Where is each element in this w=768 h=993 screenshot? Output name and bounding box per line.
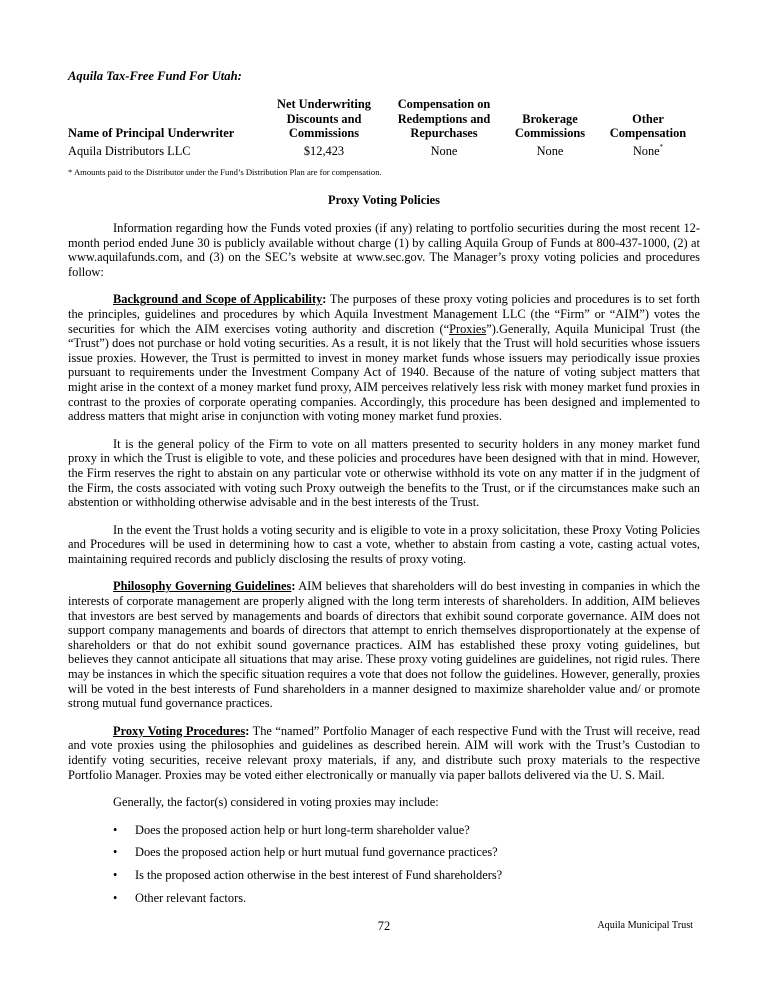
event-paragraph: In the event the Trust holds a voting security and is eligible to vote in a proxy solicitation, these Proxy Voting Policies and Procedures will be used in determining how to cast a vote, whether to abstain from casting a vote, casting actual votes, maintaining required records and publicly disclosing the results of proxy voting.	[68, 522, 700, 566]
cell-brokerage: None	[536, 143, 564, 158]
procedures-paragraph: Proxy Voting Procedures: The “named” Portfolio Manager of each respective Fund with the Trust will receive, read and vote proxies using the philosophies and guidelines as described herein. AIM will work with the Trust’s Custodian to identify voting securities, receive relevant proxy materials, if any, and distribute such proxy materials to the respective Portfolio Manager. Proxies may be voted either electronically or manually via paper ballots delivered via the U. S. Mail.	[68, 723, 700, 782]
underwriter-table	[68, 97, 700, 158]
fund-title: Aquila Tax-Free Fund For Utah:	[68, 69, 242, 83]
header-comp-line-3: Repurchases	[410, 126, 478, 141]
header-net-line-2: Discounts and	[286, 111, 362, 126]
philosophy-paragraph: Philosophy Governing Guidelines: AIM believes that shareholders will do best investing in companies in which the interests of corporate management are properly aligned with the long term interests of shareholders. In addition, AIM believes that investors are best served by managements and boards of directors that exhibit sound corporate governance. AIM does not support company managements and boards of directors that attempt to enrich themselves disproportionately at the expense of shareholders or that do not exhibit sound governance practices. AIM has established these proxy voting guidelines, but believes they cannot anticipate all situations that may arise. These proxy voting guidelines are guidelines, not rigid rules. There may be instances in which the specific situation requires a vote that does not follow the guidelines. However, generally, proxies will be voted in the best interests of Fund shareholders in a manner designed to maximize shareholder value and/ or promote strong mutual fund governance practices.	[68, 579, 700, 711]
procedures-text: The “named” Portfolio Manager of each respective Fund with the Trust will receive, read and vote proxies using the philosophies and guidelines as described herein. AIM will work with the Trust’s Custodian to identify voting securities, receive relevant proxy materials, if any, and distribute such proxy materials to the respective Portfolio Manager. Proxies may be voted either electronically or manually via paper ballots delivered via the U. S. Mail.	[68, 723, 700, 782]
footer-trust-name: Aquila Municipal Trust	[597, 920, 693, 931]
bullet-icon: •	[113, 890, 118, 905]
cell-net-underwriting: $12,423	[303, 143, 345, 158]
cell-compensation: None	[430, 143, 458, 158]
body-text	[68, 221, 700, 913]
factor-text: Is the proposed action otherwise in the best interest of Fund shareholders?	[135, 867, 503, 882]
background-title: Background and Scope of Applicability	[113, 292, 323, 307]
background-paragraph: Background and Scope of Applicability: The purposes of these proxy voting policies and procedures is to set forth the principles, guidelines and procedures by which Aquila Investment Management LLC (the “Firm” or “AIM”) votes the securities for which the AIM exercises voting authority and discretion (“Proxies”).Generally, Aquila Municipal Trust (the “Trust”) does not purchase or hold voting securities. As a result, it is not likely that the Trust will hold securities whose issuers issue proxies. However, the Trust is permitted to invest in money market funds whose issuers may periodically issue proxies pursuant to requirements under the Investment Company Act of 1940. Because of the nature of voting subject matters that might arise in the context of a money market fund proxy, AIM perceives relatively less risk with money market fund proxies in contrast to the proxies of corporate operating companies. Accordingly, this procedure has been designed and implemented to address matters that might arise in conjunction with voting money market fund proxies.	[68, 292, 700, 424]
header-name: Name of Principal Underwriter	[68, 126, 235, 141]
factor-text: Other relevant factors.	[135, 890, 247, 905]
list-item	[68, 891, 700, 906]
cell-other	[596, 141, 700, 159]
cell-underwriter-name: Aquila Distributors LLC	[68, 143, 191, 158]
table-header-row	[68, 97, 700, 141]
factors-list	[68, 823, 700, 905]
section-heading: Proxy Voting Policies	[328, 193, 440, 207]
philosophy-title: Philosophy Governing Guidelines	[113, 579, 292, 594]
list-item	[68, 845, 700, 860]
header-brok-line-1: Brokerage	[522, 111, 578, 126]
table-row	[68, 141, 700, 159]
footnote-marker: *	[659, 142, 664, 151]
header-net-line-3: Commissions	[288, 126, 360, 141]
header-brokerage	[504, 97, 596, 141]
proxies-term: Proxies	[449, 321, 487, 336]
header-net-underwriting	[264, 97, 384, 141]
header-comp-line-1: Compensation on	[397, 97, 491, 111]
page-number: 72	[377, 919, 391, 933]
header-other	[596, 97, 700, 141]
bullet-icon: •	[113, 845, 118, 860]
table-footnote: * Amounts paid to the Distributor under the Fund’s Distribution Plan are for compensation.	[68, 167, 382, 177]
header-oth-line-2: Compensation	[609, 126, 687, 141]
background-text-b: ”).Generally, Aquila Municipal Trust (the “Trust”) does not purchase or hold voting securities. As a result, it is not likely that the Trust will hold securities whose issuers issue proxies. However, the Trust is permitted to invest in money market funds whose issuers may periodically issue proxies pursuant to requirements under the Investment Company Act of 1940. Because of the nature of voting subject matters that might arise in the context of a money market fund proxy, AIM perceives relatively less risk with money market fund proxies in contrast to the proxies of corporate operating companies. Accordingly, this procedure has been designed and implemented to address matters that might arise in conjunction with voting money market fund proxies.	[68, 321, 700, 424]
general-policy-paragraph: It is the general policy of the Firm to vote on all matters presented to security holders in any money market fund proxy in which the Trust is eligible to vote, and these policies and procedures have been designed with that in mind. However, the Firm reserves the right to abstain on any particular vote or otherwise withhold its vote on any matter if in the judgment of the Firm, the costs associated with voting such Proxy outweigh the benefits to the Trust, or if the circumstances make such an abstention or withholding otherwise advisable and in the best interests of the Trust.	[68, 436, 700, 510]
header-comp-line-2: Redemptions and	[397, 111, 491, 126]
factors-intro: Generally, the factor(s) considered in voting proxies may include:	[113, 795, 439, 810]
list-item	[68, 868, 700, 883]
header-brok-line-2: Commissions	[514, 126, 586, 141]
header-compensation	[384, 97, 504, 141]
background-text-a: The purposes of these proxy voting policies and procedures is to set forth the principles, guidelines and procedures by which Aquila Investment Management LLC (the “Firm” or “AIM”) votes the securities for which the AIM exercises voting authority and discretion (“	[68, 292, 700, 336]
cell-other-value: None	[632, 143, 660, 158]
factor-text: Does the proposed action help or hurt long-term shareholder value?	[135, 822, 470, 837]
bullet-icon: •	[113, 867, 118, 882]
bullet-icon: •	[113, 822, 118, 837]
philosophy-text: AIM believes that shareholders will do best investing in companies in which the interests of corporate management are properly aligned with the long term interests of shareholders. In addition, AIM believes that investors are best served by managements and boards of directors that exhibit sound corporate governance. AIM does not support company managements and boards of directors that attempt to enrich themselves disproportionately at the expense of shareholders or that do not exhibit sound governance practices. AIM has established these proxy voting guidelines, but believes they cannot anticipate all situations that may arise. These proxy voting guidelines are guidelines, not rigid rules. There may be instances in which the specific situation requires a vote that does not follow the guidelines. However, generally, proxies will be voted in the best interests of Fund shareholders in a manner designed to maximize shareholder value and/ or promote strong mutual fund governance practices.	[68, 579, 700, 711]
factor-text: Does the proposed action help or hurt mutual fund governance practices?	[135, 845, 498, 860]
procedures-title: Proxy Voting Procedures	[113, 723, 246, 738]
intro-paragraph: Information regarding how the Funds voted proxies (if any) relating to portfolio securities during the most recent 12-month period ended June 30 is publicly available without charge (1) by calling Aquila Group of Funds at 800-437-1000, (2) at www.aquilafunds.com, and (3) on the SEC’s website at www.sec.gov. The Manager’s proxy voting policies and procedures follow:	[68, 221, 700, 279]
header-net-line-1: Net Underwriting	[277, 97, 371, 111]
list-item	[68, 823, 700, 838]
header-oth-line-1: Other	[632, 111, 664, 126]
